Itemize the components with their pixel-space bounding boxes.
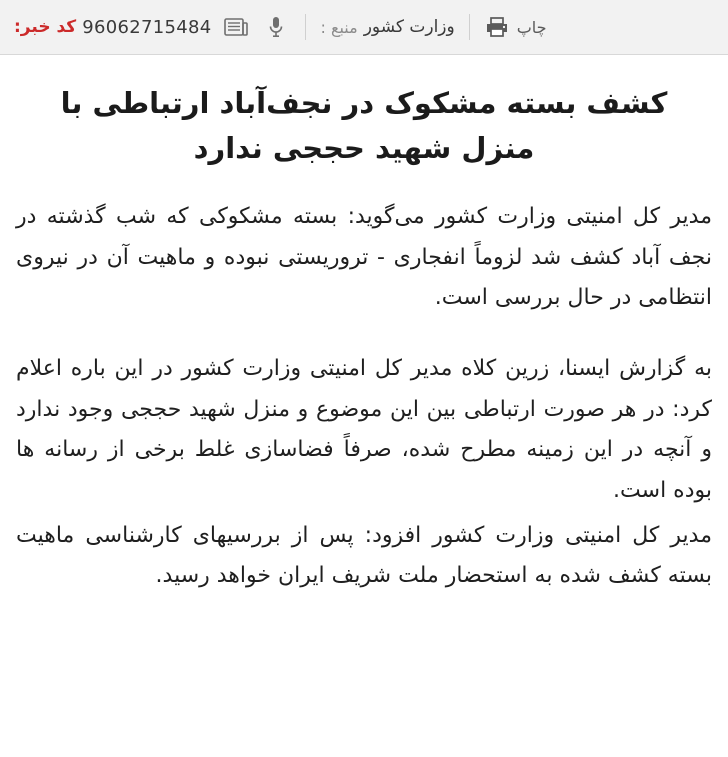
microphone-icon[interactable] — [261, 12, 291, 42]
article-body — [0, 55, 728, 597]
article-paragraph: مدیر کل امنیتی وزارت کشور افزود: پس از بررسیهای کارشناسی ماهیت بسته کشف شده به استحضار ملت شریف ایران خواهد رسید. — [16, 522, 712, 589]
news-code-value: 96062715484 — [82, 16, 212, 38]
print-label: چاپ — [516, 17, 547, 37]
news-code-group — [14, 17, 211, 38]
newspaper-icon[interactable] — [221, 12, 251, 42]
toolbar-divider-2 — [469, 14, 470, 40]
printer-icon — [484, 16, 510, 38]
article-paragraph: به گزارش ایسنا، زرین کلاه مدیر کل امنیتی وزارت کشور در این باره اعلام کرد: در هر صورت ارتباطی بین این موضوع و منزل شهید حججی وجود ندارد و آنچه در این زمینه مطرح شده، صرفاً فضاسازی غلط برخی از رسانه ها بوده است. — [16, 355, 712, 503]
page-title: کشف بسته مشکوک در نجف‌آباد ارتباطی با منزل شهید حججی ندارد — [60, 86, 668, 165]
article-toolbar — [0, 0, 728, 55]
toolbar-divider — [305, 14, 306, 40]
source-label: منبع : — [320, 17, 358, 37]
article-lead: مدیر کل امنیتی وزارت کشور می‌گوید: بسته مشکوکی که شب گذشته در نجف آباد کشف شد لزوماً انفجاری - تروریستی نبوده و ماهیت آن در نیروی انتظامی در حال بررسی است. — [16, 203, 712, 311]
news-code-label: کد خبر: — [14, 17, 77, 37]
source-group — [320, 17, 454, 37]
print-button[interactable] — [484, 16, 547, 38]
source-value: وزارت کشور — [363, 17, 455, 37]
